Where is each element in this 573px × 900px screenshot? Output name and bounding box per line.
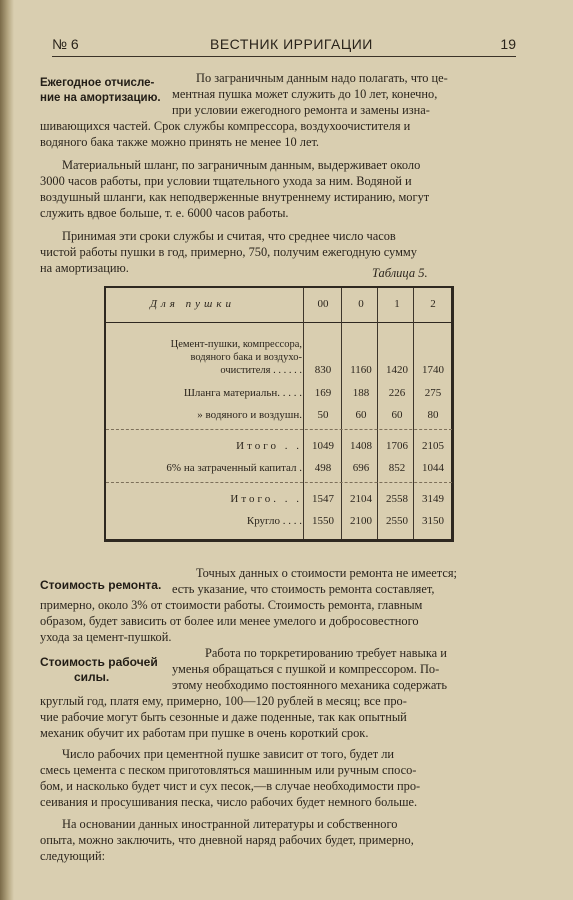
table-cell: 830: [314, 364, 332, 376]
row-separator: [106, 429, 452, 431]
side-title-line: ние на амортизацию.: [40, 92, 161, 104]
text-line: служить вдвое больше, т. е. 6000 часов работы.: [40, 206, 289, 220]
side-title-line: Стоимость рабочей: [40, 655, 158, 669]
text-line: водяного бака также можно принять не менее 10 лет.: [40, 135, 320, 149]
table-cell: 2558: [386, 493, 408, 505]
label-line: Цемент-пушки, компрессора,: [170, 339, 302, 350]
side-title-line: Ежегодное отчисле-: [40, 77, 155, 89]
table-header-row: [106, 288, 452, 323]
table-row-label: Кругло . . . .: [246, 515, 302, 527]
table-cell: 60: [391, 409, 403, 421]
table-cell: 2100: [350, 515, 372, 527]
text-line: 3000 часов работы, при условии тщательного ухода за ним. Водяной и: [40, 174, 412, 188]
table-cell: 50: [317, 409, 329, 421]
text-line: при условии ежегодного ремонта и замены изна-: [172, 103, 430, 117]
table-row-label: » водяного и воздушн.: [197, 409, 302, 421]
table-cell: 498: [314, 462, 332, 474]
text-line: ментная пушка может служить до 10 лет, конечно,: [172, 87, 438, 101]
text-line: круглый год, платя ему, примерно, 100—120 рублей в месяц; все про-: [40, 694, 407, 708]
text-line: примерно, около 3% от стоимости работы. Стоимость ремонта, главным: [40, 598, 423, 612]
text-line: По заграничным данным надо полагать, что це-: [196, 71, 448, 85]
column-header: 1: [394, 298, 400, 310]
column-header: 00: [317, 298, 329, 310]
text-line: следующий:: [40, 849, 106, 863]
table-row-label: Итого. . .: [230, 493, 302, 505]
table-cell: 696: [352, 462, 370, 474]
text-line: воздушный шланги, как неподверженные внутреннему истиранию, могут: [40, 190, 430, 204]
journal-title: ВЕСТНИК ИРРИГАЦИИ: [210, 36, 373, 52]
text-line: Материальный шланг, по заграничным данным, выдерживает около: [62, 158, 421, 172]
text-line: уменья обращаться с пушкой и компрессором. По-: [172, 662, 440, 676]
side-title-repair: Стоимость ремонта.: [40, 578, 162, 592]
table-cell: 188: [352, 387, 370, 399]
side-title-labor: [40, 655, 158, 685]
column-header: 2: [430, 298, 436, 310]
text-line: Принимая эти сроки службы и считая, что среднее число часов: [62, 229, 396, 243]
table-cell: 3149: [422, 493, 444, 505]
text-line: чие рабочие могут быть сезонные и даже поденные, так как опытный: [40, 710, 407, 724]
text-line: ухода за цемент-пушкой.: [40, 630, 172, 644]
text-line: этому необходимо постоянного механика содержать: [172, 678, 448, 692]
table-cell: 1420: [386, 364, 408, 376]
table-caption: Таблица 5.: [372, 266, 428, 280]
table-row-label: [112, 338, 302, 377]
header-rule: [52, 56, 516, 57]
table-row-label: 6% на затраченный капитал .: [166, 462, 302, 474]
text-line: есть указание, что стоимость ремонта составляет,: [172, 582, 435, 596]
text-line: Работа по торкретированию требует навыка и: [205, 646, 447, 660]
table-cell: 3150: [422, 515, 444, 527]
label-line: очистителя . . . . . .: [220, 365, 302, 376]
table-cell: 275: [424, 387, 442, 399]
table-row-label: Итого . .: [236, 440, 302, 452]
table-cell: 852: [388, 462, 406, 474]
text-line: Число рабочих при цементной пушке зависит от того, будет ли: [62, 747, 395, 761]
worn-page-edge: [0, 0, 14, 900]
text-line: на амортизацию.: [40, 261, 129, 275]
side-title-amortization: [40, 76, 161, 106]
table-cell: 1044: [422, 462, 444, 474]
text-line: смесь цемента с песком приготовляться машинным или ручным спосо-: [40, 763, 417, 777]
table-cell: 1049: [312, 440, 334, 452]
column-header: 0: [358, 298, 364, 310]
table-cell: 2104: [350, 493, 372, 505]
table-cell: 169: [314, 387, 332, 399]
label-line: водяного бака и воздухо-: [190, 352, 302, 363]
side-title-line: силы.: [74, 670, 110, 684]
table-cell: 1547: [312, 493, 334, 505]
text-line: На основании данных иностранной литературы и собственного: [62, 817, 398, 831]
table-cell: 60: [355, 409, 367, 421]
amortization-table: [104, 286, 454, 542]
table-head-label: Для пушки: [150, 298, 235, 310]
issue-number: № 6: [52, 36, 79, 52]
page-number: 19: [500, 36, 516, 52]
table-cell: 1706: [386, 440, 408, 452]
table-cell: 2105: [422, 440, 444, 452]
table-cell: 80: [427, 409, 439, 421]
page-header: [52, 36, 516, 54]
table-cell: 2550: [386, 515, 408, 527]
table-cell: 1740: [422, 364, 444, 376]
table-row-label: Шланга материальн. . . . .: [183, 387, 302, 399]
text-line: сеивания и просушивания песка, число рабочих будет немного больше.: [40, 795, 418, 809]
table-cell: 226: [388, 387, 406, 399]
text-line: опыта, можно заключить, что дневной наряд рабочих будет, примерно,: [40, 833, 414, 847]
table-cell: 1160: [350, 364, 372, 376]
text-line: образом, будет зависить от более или менее умелого и добросовестного: [40, 614, 419, 628]
text-line: шивающихся частей. Срок службы компрессора, воздухоочистителя и: [40, 119, 411, 133]
table-cell: 1550: [312, 515, 334, 527]
text-line: чистой работы пушки в год, примерно, 750, получим ежегодную сумму: [40, 245, 417, 259]
text-line: бом, и насколько будет чист и сух песок,—в случае необходимости про-: [40, 779, 421, 793]
table-cell: 1408: [350, 440, 372, 452]
text-line: механик обучит их работам при пушке в очень короткий срок.: [40, 726, 369, 740]
text-line: Точных данных о стоимости ремонта не имеется;: [196, 566, 457, 580]
row-separator: [106, 482, 452, 484]
